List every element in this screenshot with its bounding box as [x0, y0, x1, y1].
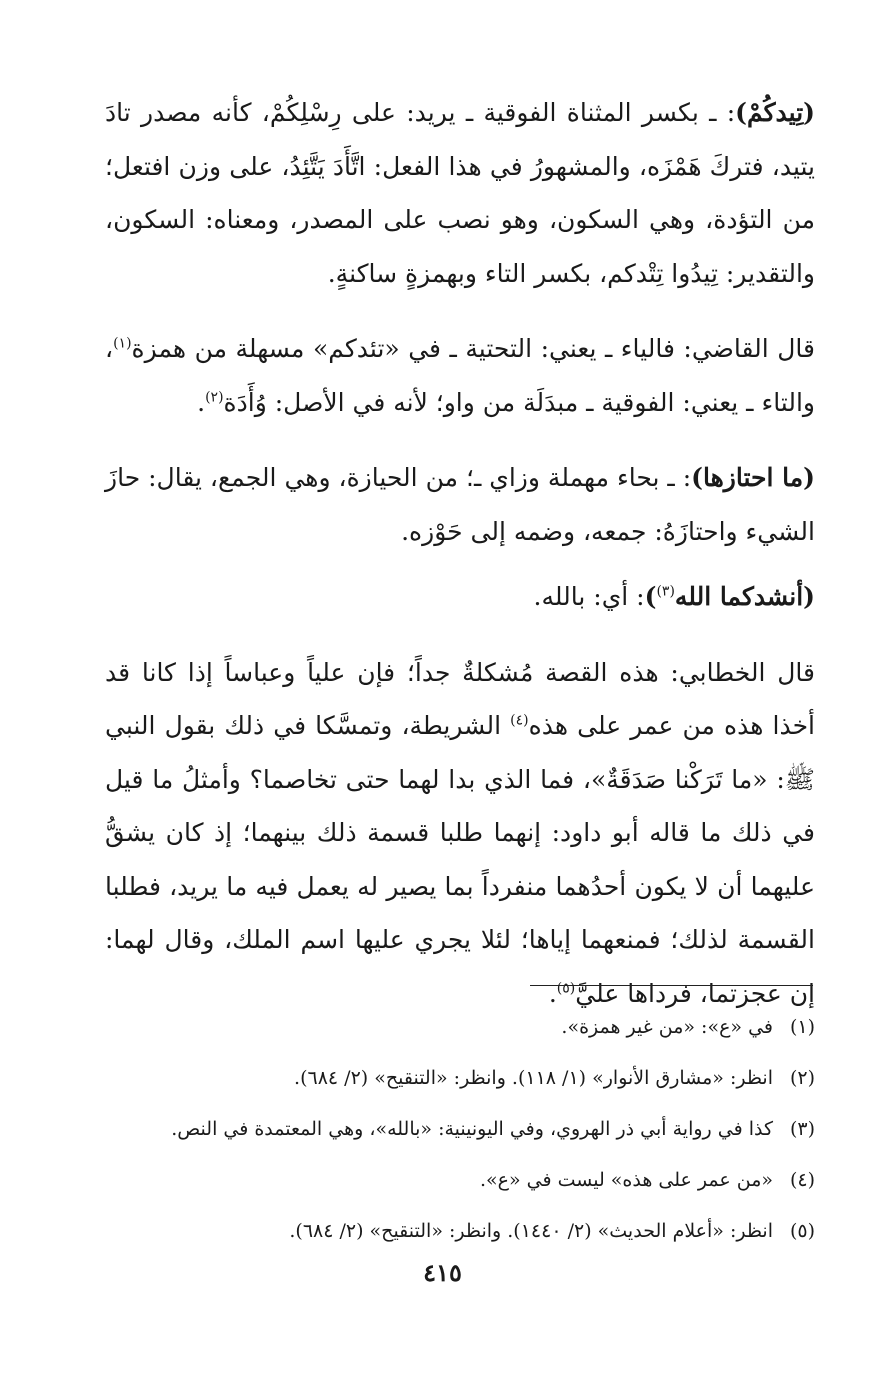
footnote-divider: [530, 985, 813, 986]
footnote-number: (٣): [789, 1118, 815, 1140]
entry-heading: (أنشدكما الله: [674, 582, 815, 611]
footnote: [105, 1155, 815, 1206]
entry-heading: (ما احتازها): [691, 463, 815, 492]
footnote-text: «من عمر على هذه» ليست في «ع».: [479, 1169, 773, 1191]
footnote-ref[interactable]: (٤): [510, 712, 529, 729]
footnote: [105, 1206, 815, 1257]
entry-text: : ـ بكسر المثناة الفوقية ـ يريد: على رِسْلِكُمْ، كأنه مصدر تادَ يتيد، فتركَ هَمْزَه، والمشهورُ في هذا الفعل: اتَّأَدَ يَتَّئِدُ، على وزن افتعل؛ من التؤدة، وهي السكون، وهو نصب على المصدر، ومعناه: السكون، والتقدير: تِيدُوا تِتْدكم، بكسر التاء وبهمزةٍ ساكنةٍ.: [105, 98, 815, 288]
footnote-text: كذا في رواية أبي ذر الهروي، وفي اليونينية: «بالله»، وهي المعتمدة في النص.: [171, 1118, 773, 1140]
footnote-text: انظر: «أعلام الحديث» (٢/ ١٤٤٠). وانظر: «التنقيح» (٢/ ٦٨٤).: [289, 1220, 773, 1242]
entry-text: ، والتاء ـ يعني: الفوقية ـ مبدَلَة من واو؛ لأنه في الأصل: وُأَدَة: [105, 334, 815, 417]
paragraph-qadi: [105, 322, 815, 429]
footnote: [105, 1002, 815, 1053]
entry-text: قال القاضي: فالياء ـ يعني: التحتية ـ في «تئدكم» مسهلة من همزة: [131, 334, 815, 363]
footnote-number: (٥): [789, 1220, 815, 1242]
entry-text: قال الخطابي: هذه القصة مُشكلةٌ جداً؛ فإن علياً وعباساً إذا كانا قد أخذا هذه من عمر على هذه: [105, 657, 815, 740]
entry-text: الشريطة، وتمسَّكا في ذلك بقول النبي ﷺ: «ما تَرَكْنا صَدَقَةٌ»، فما الذي بدا لهما حتى تخاصما؟ وأمثلُ ما قيل في ذلك ما قاله أبو داود: إنهما طلبا قسمة ذلك بينهما؛ إذ كان يشقُّ عليهما أن لا يكون أحدُهما منفرداً بما يصير له يعمل فيه ما يريد، فطلبا القسمة لذلك؛ فمنعهما إياها؛ لئلا يجري عليها اسم الملك، وقال لهما: إن عجزتما، فرداها عليَّ: [105, 711, 815, 1008]
footnote-ref[interactable]: (٣): [656, 583, 675, 600]
footnote: [105, 1104, 815, 1155]
footnote-number: (١): [789, 1016, 815, 1038]
paragraph-khattabi: [105, 646, 815, 1021]
footnote-number: (٤): [789, 1169, 815, 1191]
paragraph-anshudukuma: [105, 570, 815, 624]
footnote-ref[interactable]: (٥): [556, 980, 576, 997]
entry-text: .: [197, 387, 206, 417]
entry-heading-close: ): [644, 582, 657, 611]
paragraph-ihtazaha: [105, 451, 815, 558]
footnote-text: انظر: «مشارق الأنوار» (١/ ١١٨). وانظر: «التنقيح» (٢/ ٦٨٤).: [294, 1067, 773, 1089]
entry-text: : ـ بحاء مهملة وزاي ـ؛ من الحيازة، وهي الجمع، يقال: حازَ الشيء واحتازَهُ: جمعه، وضمه إلى حَوْزه.: [105, 463, 815, 546]
footnote-ref[interactable]: (٢): [205, 389, 224, 406]
footnotes: [105, 1002, 815, 1257]
footnote-number: (٢): [789, 1067, 815, 1089]
footnote-ref[interactable]: (١): [113, 335, 132, 352]
footnote-text: في «ع»: «من غير همزة».: [561, 1016, 773, 1038]
paragraph-tidkum: [105, 86, 815, 300]
footnote: [105, 1053, 815, 1104]
entry-text: : أي: بالله.: [533, 582, 645, 611]
entry-text: .: [548, 978, 557, 1008]
main-text: [105, 86, 815, 1032]
entry-heading: (تِيدكُمْ): [735, 98, 815, 127]
page-number: ٤١٥: [423, 1258, 462, 1287]
